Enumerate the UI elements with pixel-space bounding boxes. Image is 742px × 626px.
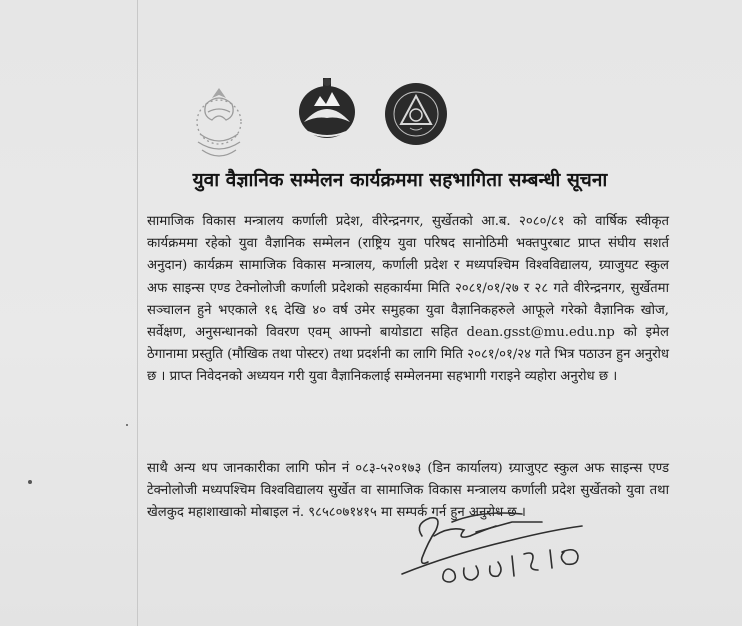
scan-speck <box>28 480 32 484</box>
province-seal-icon <box>186 82 252 164</box>
notice-title: युवा वैज्ञानिक सम्मेलन कार्यक्रममा सहभागिता सम्बन्धी सूचना <box>192 169 608 191</box>
university-logo-icon <box>384 82 448 146</box>
signature-icon <box>392 496 614 588</box>
nepal-emblem-icon <box>296 76 358 144</box>
margin-line <box>137 0 138 626</box>
notice-paragraph-1: सामाजिक विकास मन्त्रालय कर्णाली प्रदेश, वीरेन्द्रनगर, सुर्खेतको आ.ब. २०८०/८१ को वार्षिक स्वीकृत कार्यक्रममा रहेको युवा वैज्ञानिक सम्मेलन (राष्ट्रिय युवा परिषद सानोठिमी भक्तपुरबाट प्राप्त संघीय सशर्त अनुदान) कार्यक्रम सामाजिक विकास मन्त्रालय, कर्णाली प्रदेश र मध्यपश्चिम विश्वविद्यालय, ग्र्याजुयट स्कुल अफ साइन्स एण्ड टेक्नोलोजी कर्णाली प्रदेशको सहकार्यमा मिति २०८१/०१/२७ र २८ गते वीरेन्द्रनगर, सुर्खेतमा सञ्चालन हुने भएकाले १६ देखि ४० वर्ष उमेर समुहका युवा वैज्ञानिकहरुले आफूले गरेको वैज्ञानिक खोज, सर्वेक्षण, अनुसन्धानको विवरण एवम् आफ्नो बायोडाटा सहित dean.gsst@mu.edu.np को इमेल ठेगानामा प्रस्तुति (मौखिक तथा पोस्टर) तथा प्रदर्शनी का लागि मिति २०८१/०१/२४ गते भित्र पठाउन हुन अनुरोध छ । प्राप्त निवेदनको अध्ययन गरी युवा वैज्ञानिकलाई सम्मेलनमा सहभागी गराइने व्यहोरा अनुरोध छ । <box>147 214 669 385</box>
notice-paragraph-2: साथै अन्य थप जानकारीका लागि फोन नं ०८३-५२०१७३ (डिन कार्यालय) ग्र्याजुएट स्कुल अफ साइन्स एण्ड टेक्नोलोजी मध्यपश्चिम विश्वविद्यालय सुर्खेत वा सामाजिक विकास मन्त्रालय कर्णाली प्रदेश सुर्खेतको युवा तथा खेलकुद महाशाखाको मोबाइल नं. ९८५८०७१४१५ मा सम्पर्क गर्न हुन अनुरोध छ । <box>147 461 669 521</box>
scan-speck <box>126 424 128 426</box>
